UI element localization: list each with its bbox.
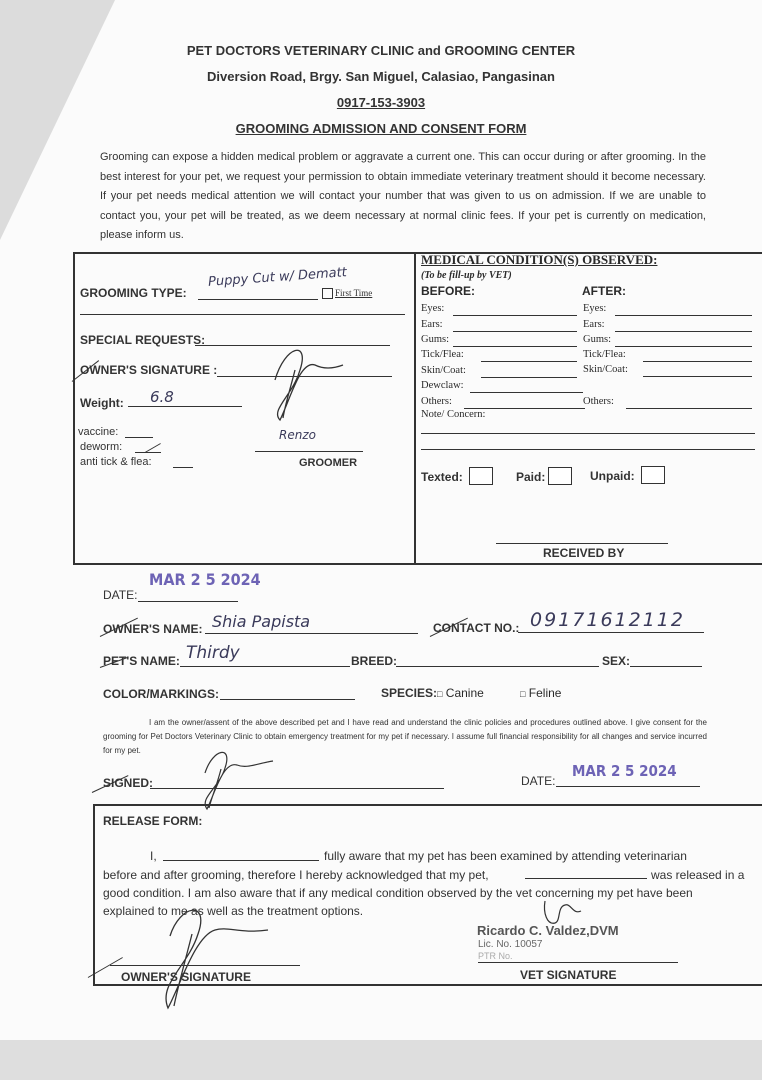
form-title: GROOMING ADMISSION AND CONSENT FORM: [235, 121, 527, 136]
vaccine-line[interactable]: [125, 437, 153, 438]
owner-name-line: [205, 633, 418, 634]
owner-signature-label: OWNER'S SIGNATURE :: [80, 363, 218, 377]
before-item-label: Tick/Flea:: [421, 349, 464, 360]
scan-corner-shadow: [0, 0, 115, 240]
before-item-label: Eyes:: [421, 303, 445, 314]
vet-sig-label: VET SIGNATURE: [520, 968, 617, 982]
unpaid-label: Unpaid:: [590, 469, 635, 483]
release-owner-sig-line[interactable]: [110, 965, 300, 966]
consent-text: I am the owner/assent of the above described pet and I have read and understand the clinic policies and procedures outlined above. I give consent for the grooming for Pet Doctors Veterinary Clinic to obtain emergency treatment for my pet if necessary. I assume full financial responsibility for all changes and service incurred for my pet.: [103, 718, 707, 755]
before-item-line[interactable]: [453, 315, 577, 316]
vet-name: Ricardo C. Valdez,DVM: [477, 923, 619, 938]
intro-paragraph: Grooming can expose a hidden medical problem or aggravate a current one. This can occur during or after grooming. In the best interest for your pet, we request your permission to obtain immediate veterinary treatment should it become necessary. If your pet needs medical attention we will contact your number that was given to us on admission. If we are unable to contact you, your pet will be treated, as we deem necessary at normal clinic fees. If your pet is currently on medication, please inform us.: [100, 151, 706, 241]
contact-line: [518, 632, 704, 633]
before-item-line[interactable]: [481, 361, 577, 362]
special-requests-label: SPECIAL REQUESTS:: [80, 333, 206, 347]
scan-bottom-edge: [0, 1040, 762, 1080]
before-item-label: Skin/Coat:: [421, 365, 466, 376]
feline-box[interactable]: □: [520, 689, 526, 699]
weight-line: [128, 406, 242, 407]
note-line-1[interactable]: [421, 433, 755, 434]
groomer-label: GROOMER: [299, 457, 358, 469]
after-item-label: Gums:: [583, 334, 612, 345]
before-item-line[interactable]: [453, 346, 577, 347]
release-i: I,: [150, 849, 157, 863]
after-item-line[interactable]: [615, 331, 752, 332]
pet-name-label: PET'S NAME:: [103, 654, 180, 668]
release-title: RELEASE FORM:: [103, 814, 203, 828]
after-label: AFTER:: [582, 284, 626, 298]
release-owner-signature-scribble: [140, 896, 270, 1016]
weight-label: Weight:: [80, 396, 124, 410]
date-label: DATE:: [103, 588, 138, 602]
owner-name-value[interactable]: Shia Papista: [212, 612, 311, 631]
deworm-line[interactable]: [135, 452, 161, 453]
deworm-label: deworm:: [80, 441, 123, 453]
received-by-label: RECEIVED BY: [543, 546, 625, 560]
contact-value[interactable]: 09171612112: [530, 609, 685, 631]
clinic-address: Diversion Road, Brgy. San Miguel, Calasiao, Pangasinan: [207, 69, 555, 84]
date2-stamp: MAR 2 5 2024: [572, 762, 677, 780]
feline-label: Feline: [528, 686, 562, 700]
after-item-label: Others:: [583, 396, 614, 407]
release-part3-line2: good condition. I am also aware that if any medical condition observed by the vet concerning my pet have been: [103, 886, 693, 900]
after-item-line[interactable]: [643, 361, 752, 362]
vet-signature-line[interactable]: [478, 962, 678, 963]
release-part2-line2: before and after grooming, therefore I hereby acknowledged that my pet,: [103, 868, 489, 882]
species-feline-option[interactable]: [520, 686, 561, 700]
first-time-checkbox[interactable]: [322, 288, 372, 299]
paid-checkbox[interactable]: [548, 467, 572, 485]
release-owner-sig-label: OWNER'S SIGNATURE: [121, 970, 251, 984]
canine-box[interactable]: □: [437, 689, 443, 699]
grooming-box-divider: [414, 252, 416, 565]
anti-tick-line[interactable]: [173, 467, 193, 468]
before-item-label: Dewclaw:: [421, 380, 464, 391]
medical-title: MEDICAL CONDITION(S) OBSERVED:: [421, 252, 658, 267]
after-item-label: Tick/Flea:: [583, 349, 626, 360]
vet-signature-scribble: [535, 893, 585, 933]
before-item-label: Gums:: [421, 334, 450, 345]
pet-name-line: [180, 666, 350, 667]
texted-label: Texted:: [421, 470, 463, 484]
clinic-name: PET DOCTORS VETERINARY CLINIC and GROOMING CENTER: [186, 43, 576, 58]
grooming-extra-line: [80, 314, 405, 315]
before-label: BEFORE:: [421, 284, 475, 298]
release-part2-line1: fully aware that my pet has been examined by attending veterinarian: [324, 849, 687, 863]
signed-label: SIGNED:: [103, 776, 154, 790]
after-item-label: Skin/Coat:: [583, 364, 628, 375]
after-item-line[interactable]: [626, 408, 752, 409]
medical-subtitle: (To be fill-up by VET): [421, 270, 512, 281]
contact-label: CONTACT NO.:: [433, 621, 520, 635]
note-label: Note/ Concern:: [421, 409, 486, 420]
vet-lic-no: Lic. No. 10057: [478, 939, 543, 950]
date-line[interactable]: [138, 601, 238, 602]
species-canine-option[interactable]: [437, 686, 484, 700]
owner-name-label: OWNER'S NAME:: [103, 622, 203, 636]
before-item-line[interactable]: [481, 377, 577, 378]
paid-label: Paid:: [516, 470, 546, 484]
date2-line[interactable]: [556, 786, 700, 787]
date-stamp: MAR 2 5 2024: [149, 570, 261, 589]
signed-signature-scribble: [185, 743, 275, 813]
vet-ptr-no: PTR No.: [478, 951, 513, 961]
received-by-line[interactable]: [496, 543, 668, 544]
grooming-type-line: [198, 299, 318, 300]
color-line[interactable]: [220, 699, 355, 700]
release-part3-line1: was released in a: [651, 868, 745, 882]
unpaid-checkbox[interactable]: [641, 466, 665, 484]
release-pet-line[interactable]: [525, 878, 647, 879]
groomer-line[interactable]: [255, 451, 363, 452]
anti-tick-label: anti tick & flea:: [80, 456, 152, 468]
owner-signature-scribble: [255, 340, 345, 425]
clinic-phone: 0917-153-3903: [336, 95, 426, 110]
first-time-label: First Time: [335, 288, 373, 298]
before-item-line[interactable]: [470, 392, 583, 393]
before-item-label: Others:: [421, 396, 452, 407]
weight-value[interactable]: 6.8: [150, 388, 174, 406]
date2-label: DATE:: [521, 774, 556, 788]
canine-label: Canine: [445, 686, 484, 700]
sex-line[interactable]: [630, 666, 702, 667]
release-owner-line[interactable]: [163, 860, 319, 861]
after-item-line[interactable]: [643, 376, 752, 377]
pet-name-value[interactable]: Thirdy: [186, 643, 240, 663]
first-time-box[interactable]: [322, 288, 333, 299]
texted-checkbox[interactable]: [469, 467, 493, 485]
species-label: SPECIES:: [381, 686, 438, 700]
after-item-label: Ears:: [583, 319, 605, 330]
breed-label: BREED:: [351, 654, 398, 668]
sex-label: SEX:: [602, 654, 631, 668]
release-part3-line3: explained to me as well as the treatment options.: [103, 904, 364, 918]
grooming-type-value[interactable]: Puppy Cut w/ Dematt: [207, 265, 348, 290]
vaccine-label: vaccine:: [78, 426, 119, 438]
breed-line[interactable]: [396, 666, 599, 667]
color-label: COLOR/MARKINGS:: [103, 687, 219, 701]
groomer-name: Renzo: [279, 428, 316, 442]
before-item-line[interactable]: [453, 331, 577, 332]
after-item-line[interactable]: [615, 346, 752, 347]
after-item-line[interactable]: [615, 315, 752, 316]
note-line-2[interactable]: [421, 449, 755, 450]
after-item-label: Eyes:: [583, 303, 607, 314]
grooming-type-label: GROOMING TYPE:: [80, 286, 187, 300]
before-item-label: Ears:: [421, 319, 443, 330]
